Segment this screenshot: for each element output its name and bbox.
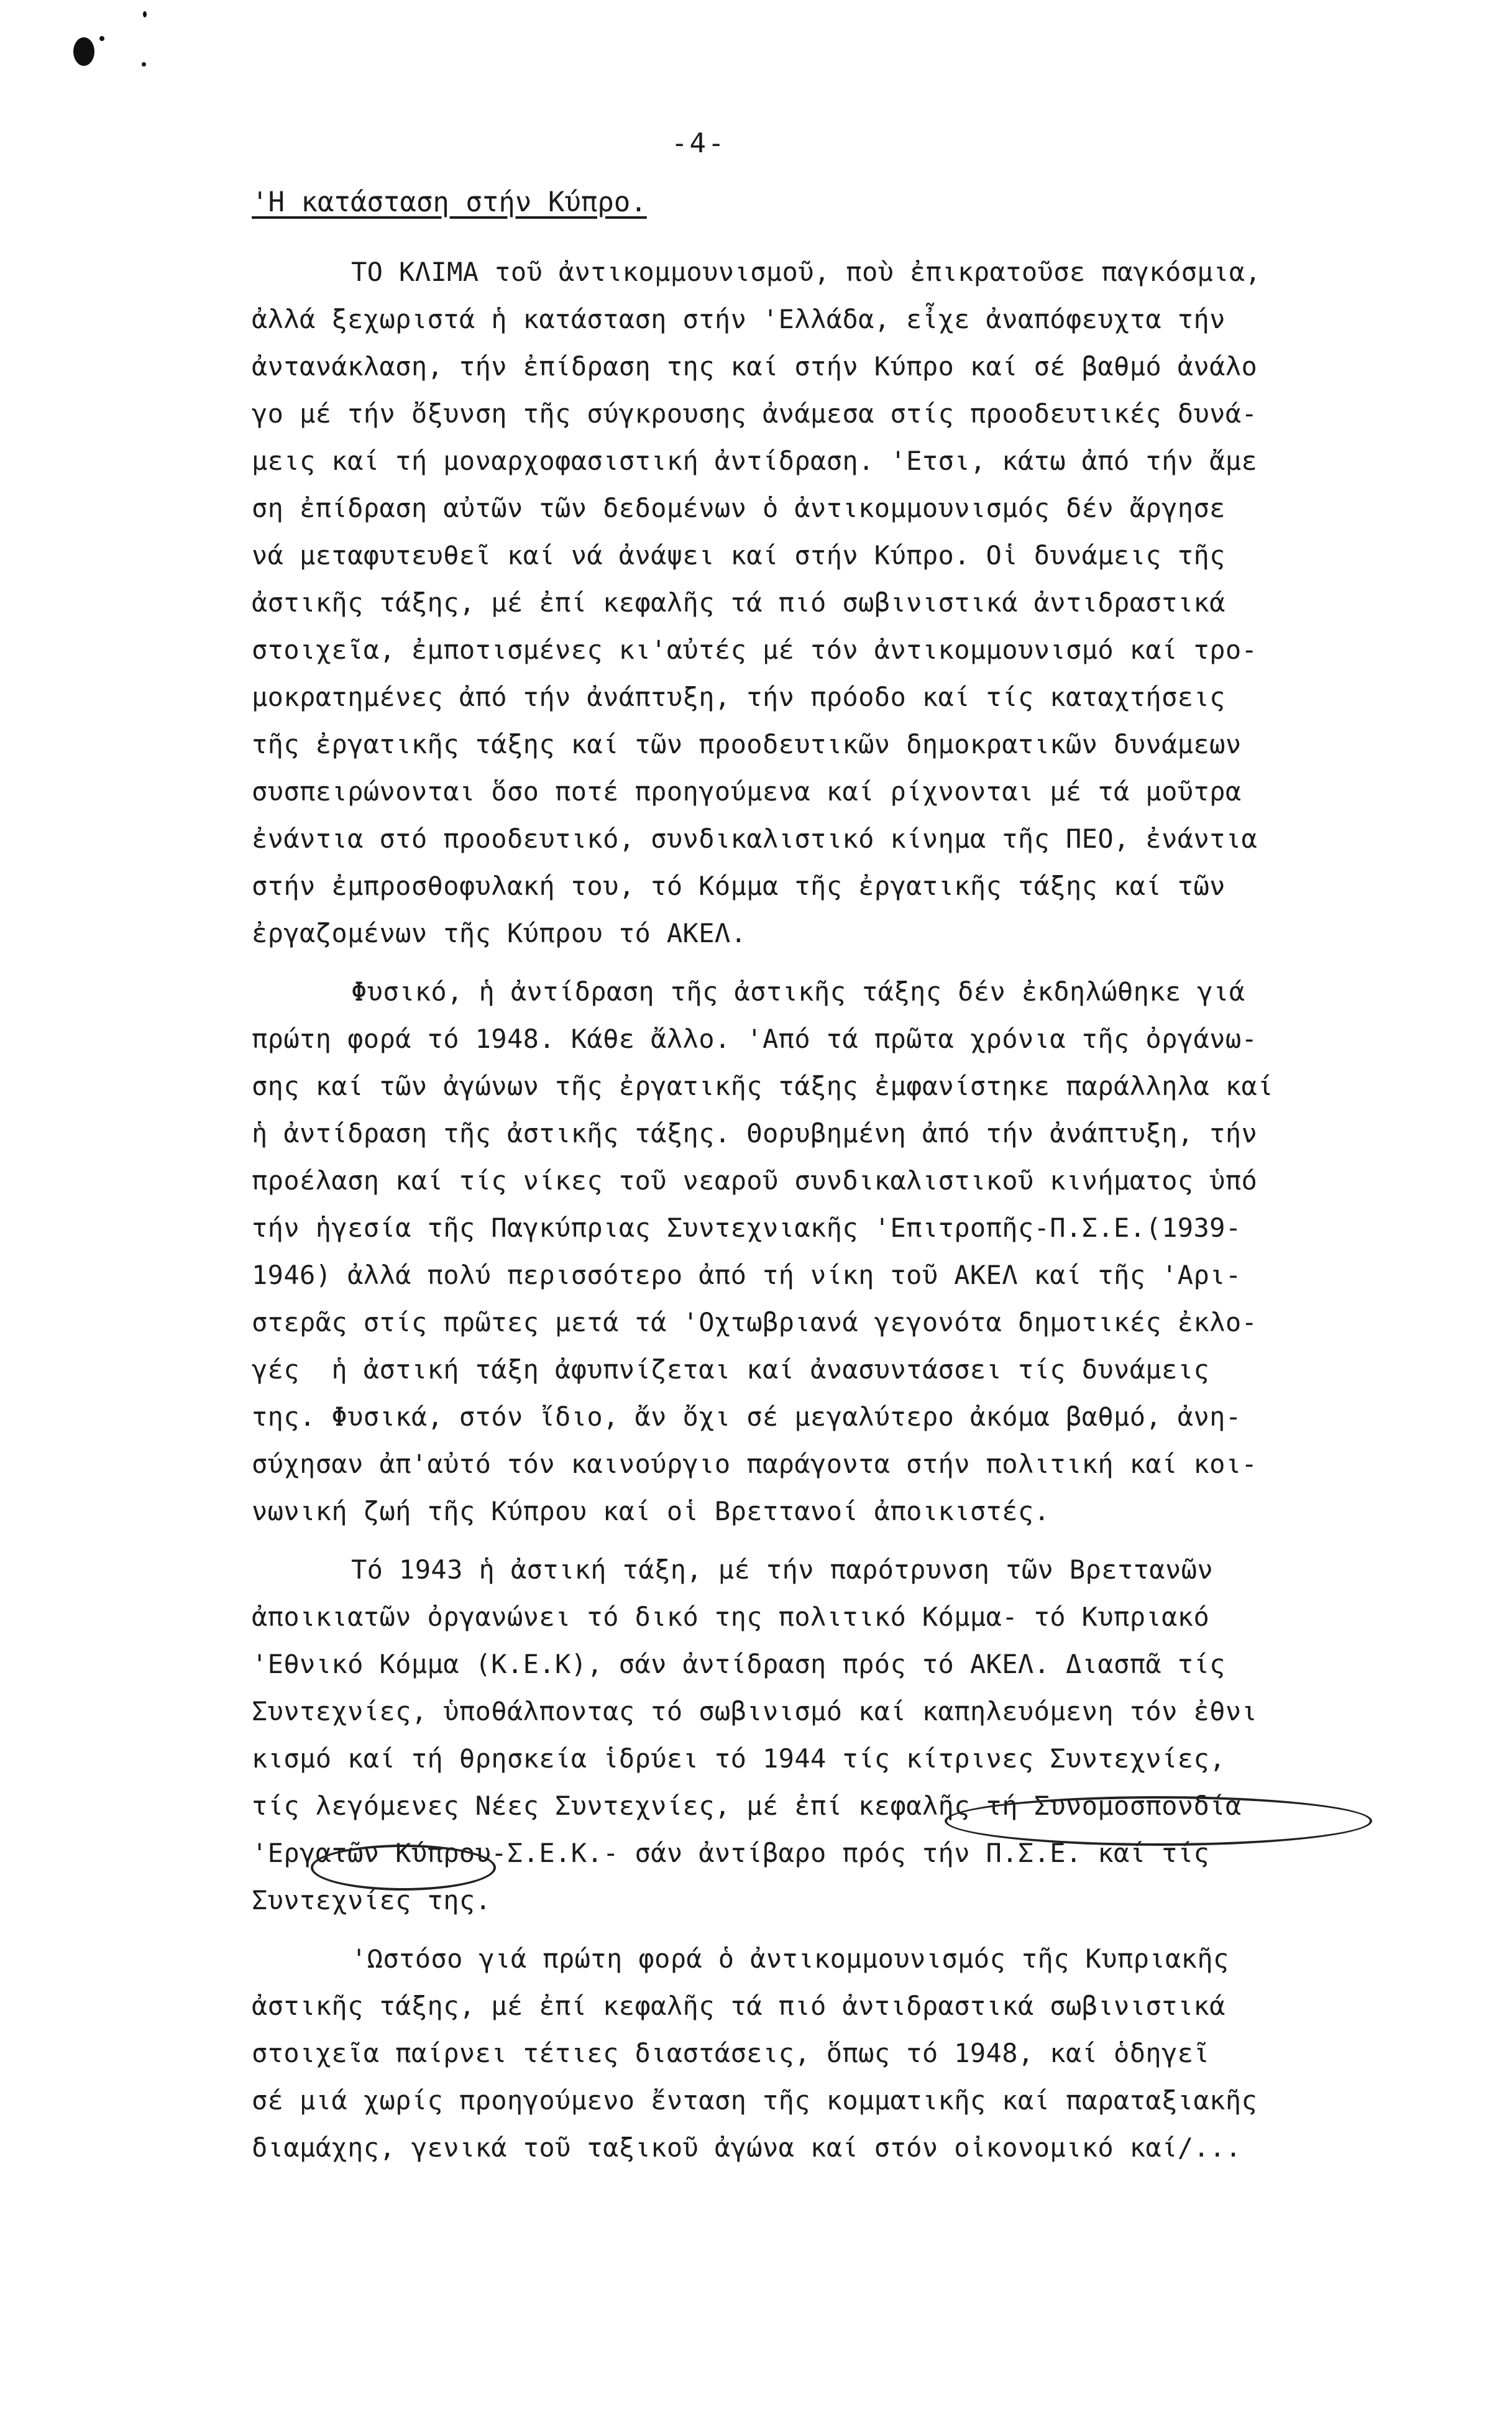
text-line: Τό 1943 ἡ ἀστική τάξη, μέ τήν παρότρυνση τῶν Βρεττανῶν [351, 1554, 1214, 1585]
text-line: προέλαση καί τίς νίκες τοῦ νεαροῦ συνδικαλιστικοῦ κινήματος ὑπό [252, 1165, 1258, 1196]
handwritten-circle-mark [945, 1796, 1372, 1846]
body-text [252, 249, 1464, 2183]
scan-speck [143, 11, 147, 17]
text-line: σύχησαν ἀπ'αὐτό τόν καινούργιο παράγοντα στήν πολιτική καί κοι- [252, 1449, 1258, 1479]
text-line: της. Φυσικά, στόν ἴδιο, ἄν ὄχι σέ μεγαλύτερο ἀκόμα βαθμό, ἀνη- [252, 1401, 1242, 1432]
text-line: ἐργαζομένων τῆς Κύπρου τό ΑΚΕΛ. [252, 918, 747, 948]
text-line: ἀντανάκλαση, τήν ἐπίδραση της καί στήν Κύπρο καί σέ βαθμό ἀνάλο [252, 351, 1258, 382]
text-line: Συντεχνίες της. [252, 1885, 492, 1915]
text-line: μεις καί τή μοναρχοφασιστική ἀντίδραση. 'Ετσι, κάτω ἀπό τήν ἄμε [252, 446, 1258, 476]
scan-speck [99, 36, 104, 41]
text-line: στερᾶς στίς πρῶτες μετά τά 'Οχτωβριανά γεγονότα δημοτικές ἐκλο- [252, 1307, 1258, 1337]
paragraph-4 [252, 1935, 1464, 2171]
text-line: Συντεχνίες, ὑποθάλποντας τό σωβινισμό καί καπηλευόμενη τόν ἐθνι [252, 1696, 1258, 1726]
page-number: -4- [671, 127, 726, 159]
text-line: 1946) ἀλλά πολύ περισσότερο ἀπό τή νίκη τοῦ ΑΚΕΛ καί τῆς 'Αρι- [252, 1260, 1242, 1290]
text-line: ΤΟ ΚΛΙΜΑ τοῦ ἀντικομμουνισμοῦ, ποὺ ἐπικρατοῦσε παγκόσμια, [351, 257, 1262, 287]
text-line: σέ μιά χωρίς προηγούμενο ἔνταση τῆς κομματικῆς καί παραταξιακῆς [252, 2085, 1258, 2116]
paragraph-1 [252, 249, 1464, 957]
text-line: Φυσικό, ἡ ἀντίδραση τῆς ἀστικῆς τάξης δέν ἐκδηλώθηκε γιά [351, 976, 1245, 1007]
text-line: γο μέ τήν ὄξυνση τῆς σύγκρουσης ἀνάμεσα στίς προοδευτικές δυνά- [252, 398, 1258, 429]
text-line: 'Ωστόσο γιά πρώτη φορά ὁ ἀντικομμουνισμός τῆς Κυπριακῆς [351, 1943, 1229, 1974]
scan-speck [73, 37, 94, 66]
text-line: ἀλλά ξεχωριστά ἡ κατάσταση στήν 'Ελλάδα, εἶχε ἀναπόφευχτα τήν [252, 304, 1226, 334]
text-line: μοκρατημένες ἀπό τήν ἀνάπτυξη, τήν πρόοδο καί τίς καταχτήσεις [252, 682, 1226, 712]
text-line: ἀποικιατῶν ὀργανώνει τό δικό της πολιτικό Κόμμα- τό Κυπριακό [252, 1602, 1210, 1632]
text-line: κισμό καί τή θρησκεία ἱδρύει τό 1944 τίς κίτρινες Συντεχνίες, [252, 1743, 1226, 1774]
text-line: ἀστικῆς τάξης, μέ ἐπί κεφαλῆς τά πιό ἀντιδραστικά σωβινιστικά [252, 1991, 1226, 2021]
text-line: ση ἐπίδραση αὐτῶν τῶν δεδομένων ὁ ἀντικομμουνισμός δέν ἄργησε [252, 493, 1226, 523]
text-line: τίς λεγόμενες Νέες Συντεχνίες, μέ ἐπί κεφαλῆς τή Συνομοσπονδία [252, 1791, 1242, 1821]
text-line: τήν ἡγεσία τῆς Παγκύπριας Συντεχνιακῆς 'Επιτροπῆς-Π.Σ.Ε.(1939- [252, 1213, 1242, 1243]
text-line: νωνική ζωή τῆς Κύπρου καί οἱ Βρεττανοί ἀποικιστές. [252, 1496, 1050, 1526]
text-line: ἀστικῆς τάξης, μέ ἐπί κεφαλῆς τά πιό σωβινιστικά ἀντιδραστικά [252, 587, 1226, 618]
text-line: ἡ ἀντίδραση τῆς ἀστικῆς τάξης. Θορυβημένη ἀπό τήν ἀνάπτυξη, τήν [252, 1118, 1258, 1149]
text-line: πρώτη φορά τό 1948. Κάθε ἄλλο. 'Από τά πρῶτα χρόνια τῆς ὀργάνω- [252, 1024, 1258, 1054]
text-line: 'Εθνικό Κόμμα (Κ.Ε.Κ), σάν ἀντίδραση πρός τό ΑΚΕΛ. Διασπᾶ τίς [252, 1649, 1226, 1679]
text-line: γές ἡ ἀστική τάξη ἀφυπνίζεται καί ἀνασυντάσσει τίς δυνάμεις [252, 1354, 1210, 1385]
text-line: συσπειρώνονται ὅσο ποτέ προηγούμενα καί ρίχνονται μέ τά μοῦτρα [252, 776, 1242, 807]
text-line: τῆς ἐργατικῆς τάξης καί τῶν προοδευτικῶν δημοκρατικῶν δυνάμεων [252, 729, 1242, 759]
text-line: σης καί τῶν ἀγώνων τῆς ἐργατικῆς τάξης ἐμφανίστηκε παράλληλα καί [252, 1071, 1273, 1101]
handwritten-circle-mark [311, 1845, 496, 1891]
text-line: στοιχεῖα, ἐμποτισμένες κι'αὐτές μέ τόν ἀντικομμουνισμό καί τρο- [252, 635, 1258, 665]
text-line: διαμάχης, γενικά τοῦ ταξικοῦ ἀγώνα καί στόν οἰκονομικό καί/... [252, 2132, 1242, 2163]
section-heading: 'Η κατάσταση στήν Κύπρο. [252, 186, 647, 218]
text-line: στήν ἐμπροσθοφυλακή του, τό Κόμμα τῆς ἐργατικῆς τάξης καί τῶν [252, 871, 1226, 901]
text-line: 'Εργατῶν Κύπρου-Σ.Ε.Κ.- σάν ἀντίβαρο πρός τήν Π.Σ.Ε. καί τίς [252, 1838, 1210, 1868]
text-line: στοιχεῖα παίρνει τέτιες διαστάσεις, ὅπως τό 1948, καί ὁδηγεῖ [252, 2038, 1210, 2068]
paragraph-2 [252, 968, 1464, 1535]
text-line: νά μεταφυτευθεῖ καί νά ἀνάψει καί στήν Κύπρο. Οἱ δυνάμεις τῆς [252, 540, 1226, 571]
text-line: ἐνάντια στό προοδευτικό, συνδικαλιστικό κίνημα τῆς ΠΕΟ, ἐνάντια [252, 823, 1258, 854]
scan-speck [142, 62, 146, 66]
